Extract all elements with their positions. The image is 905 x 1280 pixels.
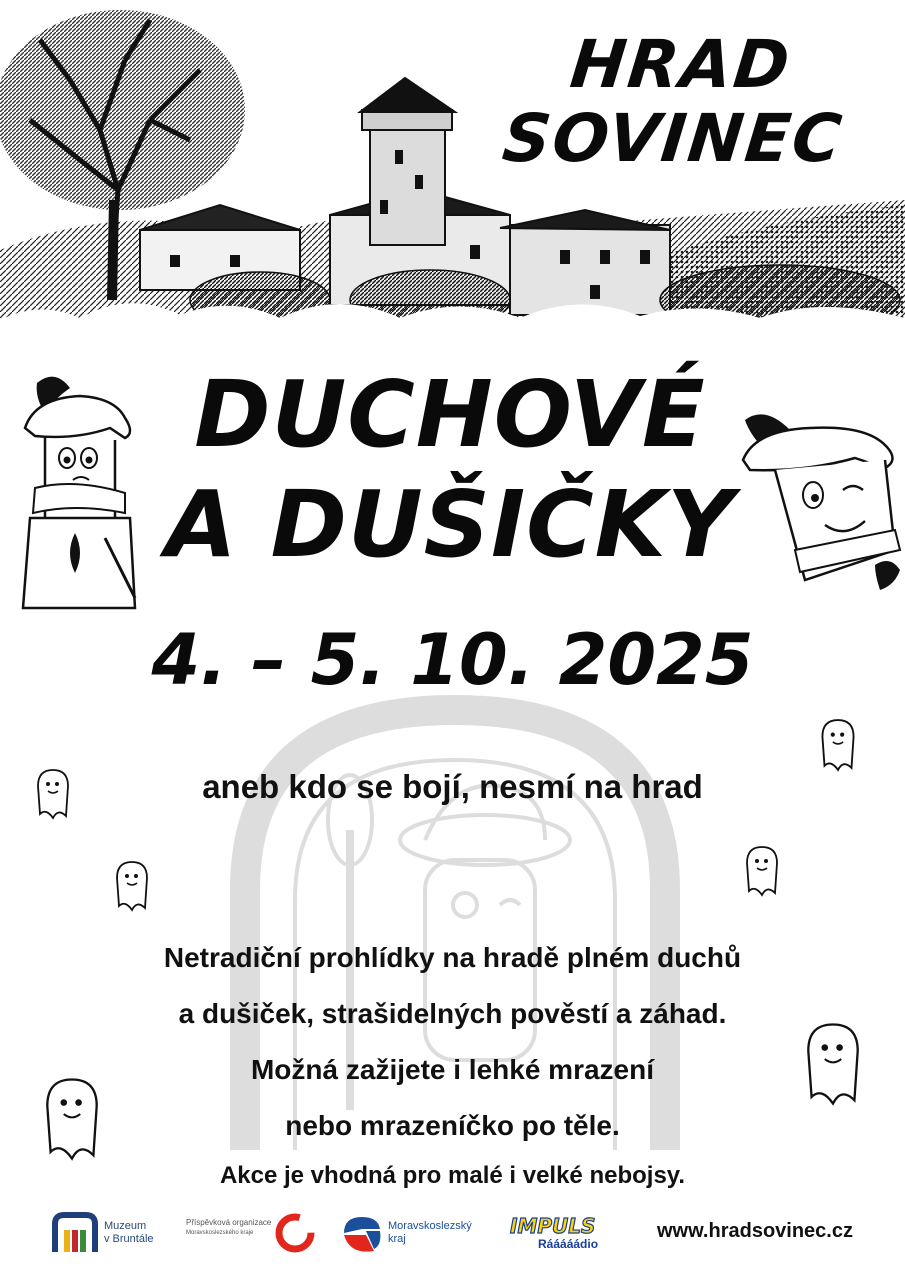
muzeum-line2: v Bruntále [104, 1233, 154, 1245]
ghost-icon [820, 718, 856, 772]
description-line: a dušiček, strašidelných pověstí a záhad. [178, 998, 727, 1029]
prispevkova-line1: Příspěvková organizace [186, 1218, 272, 1227]
prispevkova-organizace-logo [186, 1208, 317, 1258]
musketeer-ghost-right-illustration [735, 400, 905, 610]
description-line: Možná zažijete i lehké mrazení [250, 1054, 655, 1085]
muzeum-bruntal-logo [52, 1208, 154, 1258]
radio-impuls-logo [510, 1208, 625, 1258]
impuls-label: IMPULS [510, 1214, 596, 1238]
event-title [150, 360, 750, 580]
ghost-icon [115, 860, 149, 912]
ghost-icon [745, 845, 779, 897]
description-line: Netradiční prohlídky na hradě plném duchů [163, 942, 742, 973]
moravskoslezsky-kraj-logo [340, 1208, 472, 1258]
event-title-line2: A DUŠIČKY [165, 471, 735, 578]
event-title-line1: DUCHOVÉ [194, 361, 706, 468]
castle-name [500, 28, 855, 176]
kraj-line1: Moravskoslezský [388, 1220, 472, 1232]
event-description [80, 930, 825, 1154]
castle-name-line1: HRAD [567, 26, 796, 103]
ghost-icon [36, 768, 70, 820]
website-link[interactable]: www.hradsovinec.cz [657, 1220, 853, 1242]
musketeer-ghost-left-illustration [15, 368, 145, 618]
muzeum-icon [52, 1212, 98, 1254]
audience-note: Akce je vhodná pro malé i velké nebojsy. [219, 1162, 686, 1189]
prispevkova-line2: Moravskoslezského kraje [186, 1230, 254, 1236]
impuls-radio-label: Rááááádio [538, 1237, 599, 1251]
muzeum-line1: Muzeum [104, 1220, 147, 1232]
description-line: nebo mrazeníčko po těle. [285, 1110, 620, 1141]
kraj-ring-icon [273, 1211, 317, 1255]
event-subtitle: aneb kdo se bojí, nesmí na hrad [202, 768, 703, 805]
kraj-emblem-icon [340, 1211, 384, 1255]
event-date: 4. – 5. 10. 2025 [151, 619, 754, 701]
castle-name-line2: SOVINEC [499, 100, 848, 177]
kraj-line2: kraj [388, 1233, 406, 1245]
